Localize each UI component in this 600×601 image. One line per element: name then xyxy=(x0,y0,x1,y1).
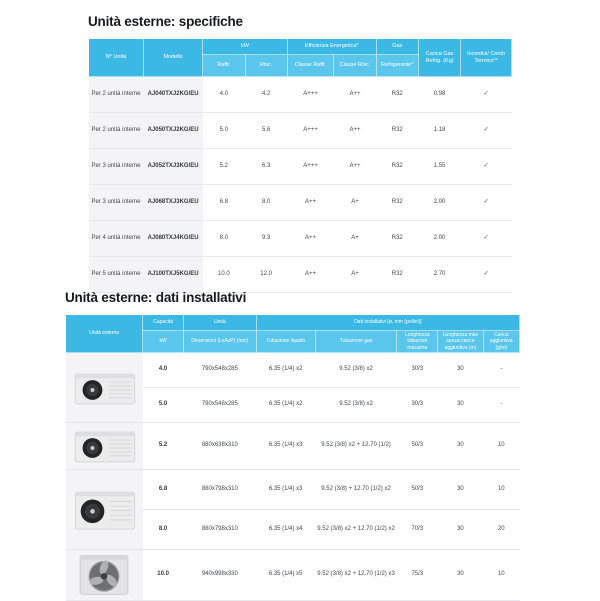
install-row xyxy=(66,353,520,388)
incentive-check-icon: ✓ xyxy=(461,149,512,185)
cell-refrigerant: R32 xyxy=(376,185,418,221)
cell-length-no-charge: 30 xyxy=(438,510,483,550)
cell-max-pipe-length: 70/3 xyxy=(397,510,438,550)
cell-capacity: 6.8 xyxy=(143,470,184,510)
cell-class-cooling: A++ xyxy=(287,185,334,221)
incentive-check-icon: ✓ xyxy=(461,77,512,113)
col-header-extra-charge: Carica aggiuntiva (g/m) xyxy=(483,331,519,353)
cell-class-heating: A++ xyxy=(334,77,376,113)
cell-capacity: 10.0 xyxy=(143,550,184,601)
cell-gas-pipe: 9.52 (3/8) x2 + 12.70 (1/2) x3 xyxy=(315,550,397,601)
cell-liquid-pipe: 6.35 (1/4) x3 xyxy=(256,423,315,470)
cell-gas-pipe: 9.52 (3/8) x2 xyxy=(315,388,397,423)
cell-kw-cooling: 6.8 xyxy=(203,185,245,221)
col-header-model: Modello xyxy=(143,39,202,77)
col-header-liquid-pipe: Tubazione liquido xyxy=(256,331,315,353)
cell-model: AJ068TXJ3KG/EU xyxy=(143,185,202,221)
col-header-kw-group: kW xyxy=(203,39,288,55)
spec-row xyxy=(89,149,512,185)
cell-kw-cooling: 10.0 xyxy=(203,257,245,293)
col-header-gas-charge: Carica Gas Refrig. (Kg) xyxy=(418,39,460,77)
cell-class-heating: A+ xyxy=(334,257,376,293)
cell-class-cooling: A+++ xyxy=(287,77,334,113)
cell-length-no-charge: 30 xyxy=(438,388,483,423)
cell-class-cooling: A++ xyxy=(287,221,334,257)
cell-liquid-pipe: 6.35 (1/4) x4 xyxy=(256,510,315,550)
cell-gas-pipe: 9.52 (3/8) + 12.70 (1/2) x2 xyxy=(315,470,397,510)
cell-unit-count: Per 5 unità interne xyxy=(89,257,144,293)
cell-length-no-charge: 30 xyxy=(438,470,483,510)
spec-row xyxy=(89,185,512,221)
cell-capacity: 5.0 xyxy=(143,388,184,423)
cell-unit-count: Per 2 unità interne xyxy=(89,77,144,113)
install-row xyxy=(66,423,520,470)
cell-capacity: 5.2 xyxy=(143,423,184,470)
cell-max-pipe-length: 50/3 xyxy=(397,470,438,510)
cell-capacity: 8.0 xyxy=(143,510,184,550)
spec-row xyxy=(89,221,512,257)
cell-extra-charge: 10 xyxy=(483,470,519,510)
cell-unit-count: Per 3 unità interne xyxy=(89,149,144,185)
cell-dimensions: 880x798x310 xyxy=(184,510,257,550)
cell-gas-pipe: 9.52 (3/8) x2 + 12.70 (1/2) xyxy=(315,423,397,470)
cell-class-cooling: A+++ xyxy=(287,149,334,185)
section-title-specifiche: Unità esterne: specifiche xyxy=(88,14,243,29)
cell-extra-charge: 10 xyxy=(483,550,519,601)
cell-kw-cooling: 5.0 xyxy=(203,113,245,149)
spec-table xyxy=(88,38,512,293)
cell-max-pipe-length: 50/3 xyxy=(397,423,438,470)
outdoor-unit-photo xyxy=(66,353,143,423)
cell-length-no-charge: 30 xyxy=(438,423,483,470)
incentive-check-icon: ✓ xyxy=(461,221,512,257)
install-row xyxy=(66,550,520,601)
section-specifiche xyxy=(88,14,512,293)
cell-model: AJ052TXJ3KG/EU xyxy=(143,149,202,185)
cell-unit-count: Per 2 unità interne xyxy=(89,113,144,149)
incentive-check-icon: ✓ xyxy=(461,113,512,149)
incentive-check-icon: ✓ xyxy=(461,185,512,221)
col-header-efficiency-group: Efficienza Energetica* xyxy=(287,39,376,55)
cell-extra-charge: - xyxy=(483,388,519,423)
outdoor-unit-photo xyxy=(66,423,143,470)
col-header-length-no-charge: Lunghezza max senza carica aggiuntiva (m) xyxy=(438,331,483,353)
spec-row xyxy=(89,77,512,113)
col-header-kw-heating: Risc. xyxy=(245,55,287,77)
cell-model: AJ050TXJ2KG/EU xyxy=(143,113,202,149)
cell-gas-pipe: 9.52 (3/8) x2 + 12.70 (1/2) x2 xyxy=(315,510,397,550)
cell-dimensions: 940x998x330 xyxy=(184,550,257,601)
cell-class-heating: A+ xyxy=(334,221,376,257)
cell-gas-charge: 2.00 xyxy=(418,185,460,221)
col-header-refrigerant: Refrigerante* xyxy=(376,55,418,77)
cell-model: AJ100TXJ5KG/EU xyxy=(143,257,202,293)
col-header-kw-cooling: Raffr. xyxy=(203,55,245,77)
col-header-gas-pipe: Tubazione gas xyxy=(315,331,397,353)
cell-kw-heating: 12.0 xyxy=(245,257,287,293)
cell-kw-cooling: 8.0 xyxy=(203,221,245,257)
col-header-dimensions: Dimensioni (LxAxP) (mm) xyxy=(184,331,257,353)
cell-kw-heating: 4.2 xyxy=(245,77,287,113)
cell-model: AJ080TXJ4KG/EU xyxy=(143,221,202,257)
cell-length-no-charge: 30 xyxy=(438,550,483,601)
col-header-unit-group: Unità xyxy=(184,315,257,331)
cell-kw-heating: 5.6 xyxy=(245,113,287,149)
install-header-group-row xyxy=(66,315,520,331)
cell-refrigerant: R32 xyxy=(376,149,418,185)
cell-max-pipe-length: 30/3 xyxy=(397,388,438,423)
cell-dimensions: 880x798x310 xyxy=(184,470,257,510)
spec-row xyxy=(89,257,512,293)
install-row xyxy=(66,470,520,510)
cell-dimensions: 880x638x310 xyxy=(184,423,257,470)
col-header-capacity-kw: kW xyxy=(143,331,184,353)
cell-liquid-pipe: 6.35 (1/4) x3 xyxy=(256,470,315,510)
cell-refrigerant: R32 xyxy=(376,221,418,257)
cell-liquid-pipe: 6.35 (1/4) x2 xyxy=(256,388,315,423)
cell-refrigerant: R32 xyxy=(376,257,418,293)
cell-gas-charge: 0.98 xyxy=(418,77,460,113)
install-table xyxy=(65,314,520,601)
col-header-class-heating: Classe Risc. xyxy=(334,55,376,77)
cell-refrigerant: R32 xyxy=(376,113,418,149)
cell-kw-heating: 8.0 xyxy=(245,185,287,221)
cell-model: AJ040TXJ2KG/EU xyxy=(143,77,202,113)
cell-max-pipe-length: 30/3 xyxy=(397,353,438,388)
spec-header-group-row xyxy=(89,39,512,55)
cell-dimensions: 790x548x285 xyxy=(184,388,257,423)
cell-unit-count: Per 4 unità interne xyxy=(89,221,144,257)
cell-liquid-pipe: 6.35 (1/4) x5 xyxy=(256,550,315,601)
col-header-gas-group: Gas xyxy=(376,39,418,55)
cell-capacity: 4.0 xyxy=(143,353,184,388)
cell-length-no-charge: 30 xyxy=(438,353,483,388)
spec-row xyxy=(89,113,512,149)
cell-class-heating: A++ xyxy=(334,149,376,185)
cell-gas-charge: 1.55 xyxy=(418,149,460,185)
cell-unit-count: Per 3 unità interne xyxy=(89,185,144,221)
col-header-outdoor-unit: Unità esterna xyxy=(66,315,143,353)
col-header-max-pipe-length: Lunghezza tubazioni massima xyxy=(397,331,438,353)
col-header-install-group: Dati installativi [ø, mm (pollici)] xyxy=(256,315,519,331)
cell-kw-cooling: 5.2 xyxy=(203,149,245,185)
cell-kw-cooling: 4.0 xyxy=(203,77,245,113)
cell-class-cooling: A++ xyxy=(287,257,334,293)
col-header-unit-count: N° Unità xyxy=(89,39,144,77)
cell-max-pipe-length: 75/3 xyxy=(397,550,438,601)
cell-class-cooling: A+++ xyxy=(287,113,334,149)
incentive-check-icon: ✓ xyxy=(461,257,512,293)
cell-liquid-pipe: 6.35 (1/4) x2 xyxy=(256,353,315,388)
outdoor-unit-photo xyxy=(66,550,143,601)
cell-gas-charge: 2.70 xyxy=(418,257,460,293)
col-header-class-cooling: Classe Raffr. xyxy=(287,55,334,77)
outdoor-unit-photo xyxy=(66,470,143,550)
cell-extra-charge: - xyxy=(483,353,519,388)
cell-gas-charge: 1.18 xyxy=(418,113,460,149)
cell-gas-pipe: 9.52 (3/8) x2 xyxy=(315,353,397,388)
cell-extra-charge: 10 xyxy=(483,423,519,470)
section-title-dati-installativi: Unità esterne: dati installativi xyxy=(65,290,247,305)
cell-refrigerant: R32 xyxy=(376,77,418,113)
cell-gas-charge: 2.00 xyxy=(418,221,460,257)
cell-dimensions: 790x548x285 xyxy=(184,353,257,388)
col-header-incentives: Incentivi/ Conto Termico** xyxy=(461,39,512,77)
cell-class-heating: A+ xyxy=(334,185,376,221)
col-header-capacity-group: Capacità xyxy=(143,315,184,331)
cell-kw-heating: 6.3 xyxy=(245,149,287,185)
section-dati-installativi xyxy=(65,290,520,601)
cell-extra-charge: 20 xyxy=(483,510,519,550)
cell-class-heating: A++ xyxy=(334,113,376,149)
cell-kw-heating: 9.3 xyxy=(245,221,287,257)
